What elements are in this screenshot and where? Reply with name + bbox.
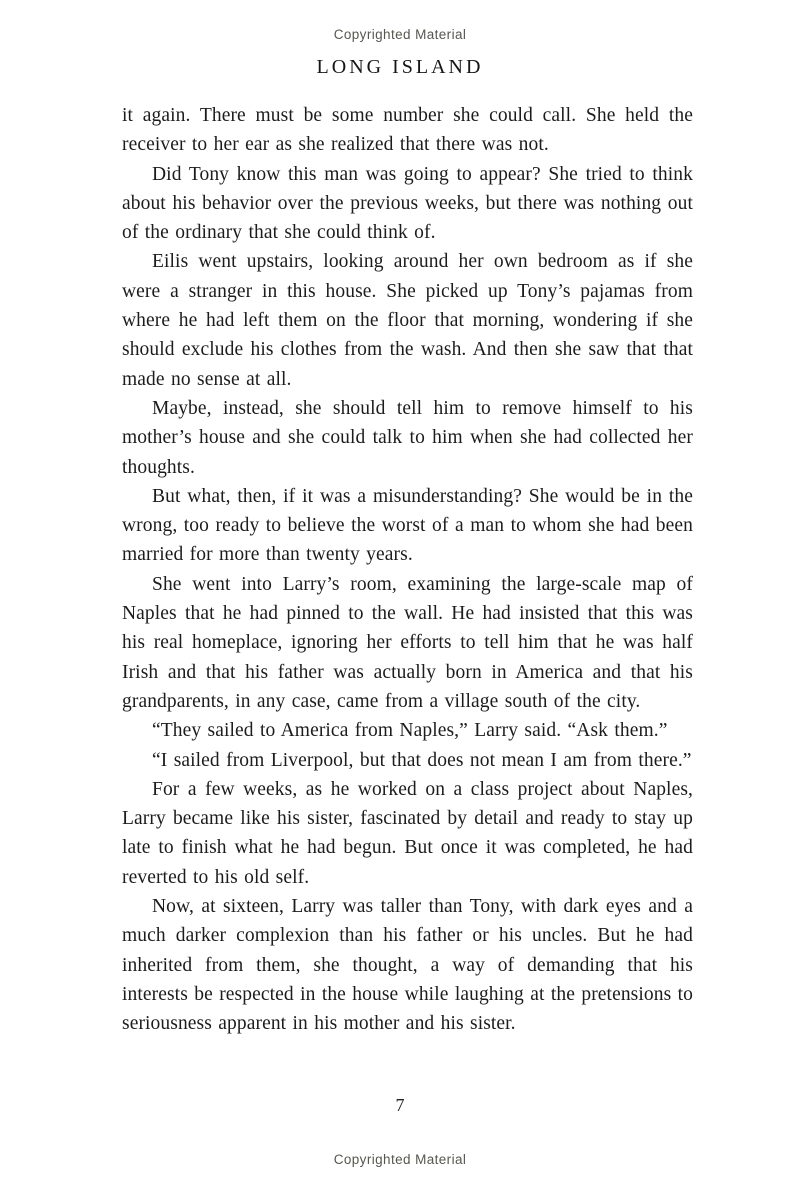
paragraph: “They sailed to America from Naples,” Larry said. “Ask them.” (152, 720, 668, 742)
paragraph: Eilis went upstairs, looking around her own bedroom as if she were a stranger in this house. She picked up Tony’s pajamas from where he had left them on the floor that morning, wondering if she should exclude his clothes from the wash. And then she saw that that made no sense at all. (122, 251, 693, 390)
paragraph: But what, then, if it was a misunderstanding? She would be in the wrong, too ready to believe the worst of a man to whom she had been married for more than twenty years. (122, 485, 693, 566)
paragraph: For a few weeks, as he worked on a class project about Naples, Larry became like his sister, fascinated by detail and ready to stay up late to finish what he had begun. But once it was completed, he had reverted to his old self. (122, 778, 693, 888)
page-body (122, 101, 693, 1039)
copyright-notice-top: Copyrighted Material (333, 27, 467, 42)
paragraph: Did Tony know this man was going to appear? She tried to think about his behavior over the previous weeks, but there was nothing out of the ordinary that she could think of. (122, 163, 693, 244)
book-title-header: LONG ISLAND (316, 56, 484, 78)
paragraph: Now, at sixteen, Larry was taller than Tony, with dark eyes and a much darker complexion than his father or his uncles. But he had inherited from them, she thought, a way of demanding that his interests be respected in the house while laughing at the pretensions to seriousness apparent in his mother and his sister. (122, 896, 693, 1035)
paragraph: “I sailed from Liverpool, but that does not mean I am from there.” (152, 749, 692, 771)
paragraph: Maybe, instead, she should tell him to remove himself to his mother’s house and she could talk to him when she had collected her thoughts. (122, 397, 693, 478)
paragraph: it again. There must be some number she could call. She held the receiver to her ear as she realized that there was not. (122, 105, 693, 156)
paragraph: She went into Larry’s room, examining the large-scale map of Naples that he had pinned to the wall. He had insisted that this was his real homeplace, ignoring her efforts to tell him that he was half Irish and that his father was actually born in America and that his grandparents, in any case, came from a village south of the city. (122, 573, 693, 712)
page-number: 7 (395, 1095, 405, 1115)
copyright-notice-bottom: Copyrighted Material (333, 1152, 467, 1167)
